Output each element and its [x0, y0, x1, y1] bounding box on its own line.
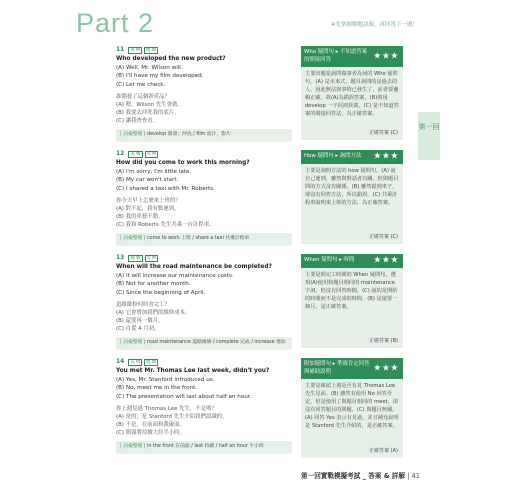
header-note: ※先掌握解題訣竅，再回答下一題！ — [330, 22, 418, 28]
vocab-label: | 詞彙整理 | — [120, 132, 146, 137]
speaker-tag: 美 W — [130, 152, 141, 157]
vocab-label: | 詞彙整理 | — [120, 340, 146, 345]
speaker-tag: 澳 W — [130, 256, 141, 261]
translation-line: 你今天早上怎麼來上班的？ — [116, 198, 181, 204]
card-body: 主要出題是詢問做事者為何的 Who 疑問句，(A) 是未來式，題目詢問的是過去的人，因此無法與事情已發生了，前者要邏輯正確，故(A)為錯誤答案。(B)則用 develop 一字同詞異義，(C) 是不知道答案的間接回答法，為正確答案。 — [305, 71, 399, 117]
vocab-box — [116, 233, 292, 246]
translation — [116, 405, 292, 437]
card-header — [301, 358, 403, 379]
option-c: (C) The presentation will last about half an hour. — [116, 393, 252, 400]
option-c: (C) Since the beginning of April. — [116, 289, 206, 296]
speaker-tag: 英 M — [146, 152, 157, 157]
translation-line: (B) 還要再一個月。 — [116, 318, 164, 324]
question-block — [116, 254, 292, 350]
speaker-tag: 美 M — [146, 256, 157, 261]
difficulty-stars: ★★★ — [373, 151, 399, 161]
card-header — [301, 46, 403, 67]
side-tab-round-1[interactable]: 第一回 — [418, 112, 440, 160]
correct-answer: 正確答案 (C) — [369, 130, 398, 136]
footer-title: 第一回實戰模擬考試 _ 答案 & 詳解 — [301, 472, 405, 480]
translation-line: (A) 是的，是 Stanford 先生介紹我們認識的。 — [116, 414, 228, 420]
translation-line: (B) 不是，在前面和我碰面。 — [116, 422, 185, 428]
question-block — [116, 358, 292, 454]
vocab-label: | 詞彙整理 | — [120, 236, 146, 241]
difficulty-stars: ★★★ — [373, 50, 399, 61]
translation-line: 誰開發了這個新產品？ — [116, 94, 170, 100]
option-b: (B) Not for another month. — [116, 281, 191, 287]
option-a: (A) I'm sorry, I'm little late. — [116, 168, 192, 175]
explanation-card — [301, 358, 403, 458]
speaker-tag: 美 M — [130, 360, 140, 365]
question-prompt: Who developed the new product? — [116, 56, 226, 62]
question-number: 13 — [116, 254, 125, 262]
question-number: 11 — [116, 46, 125, 54]
correct-answer: 正確答案 (C) — [369, 234, 398, 240]
option-b: (B) No, meet me in the front. — [116, 385, 198, 391]
translation-line: (B) 我要去沖洗我的底片。 — [116, 110, 180, 116]
vocab-box — [116, 129, 292, 142]
part-title: Part 2 — [76, 8, 155, 38]
option-c: (C) Let me check. — [116, 81, 166, 88]
translation — [116, 93, 292, 125]
page-footer — [301, 470, 420, 480]
vocab-text: in the front 在前面 / last 持續 / half an hour 半小時 — [147, 444, 264, 449]
option-c: (C) I shared a taxi with Mr. Roberts. — [116, 185, 215, 192]
card-title: 附加疑問句 ▸ 準確肯定回答與補助說明 — [304, 361, 370, 375]
option-b: (B) I'll have my film developed. — [116, 73, 204, 79]
translation-line: (C) 簡報將持續大約半小時。 — [116, 430, 185, 436]
explanation-card — [301, 150, 403, 244]
translation-line: 道路維修何時會完工？ — [116, 302, 170, 308]
speaker-tag: 澳 W — [145, 360, 157, 365]
card-title: How 疑問句 ▸ 詢問方法 — [304, 153, 362, 159]
difficulty-stars: ★★★ — [373, 255, 399, 265]
translation-line: (B) 我的車發不動。 — [116, 214, 164, 220]
translation — [116, 197, 292, 229]
translation-line: 你上週見過 Thomas Lee 先生，不是嗎？ — [116, 406, 217, 412]
vocab-text: develop 開發；沖洗 / film 底片，影片 — [147, 132, 231, 137]
question-number: 14 — [116, 358, 125, 366]
vocab-box — [116, 441, 292, 454]
translation-line: (C) 我和 Roberts 先生共乘一台計程車。 — [116, 222, 215, 228]
translation-line: (C) 讓我查查看。 — [116, 118, 159, 124]
card-title: When 疑問句 ▸ 時間 — [304, 257, 355, 263]
translation-line: (C) 自從 4 月初。 — [116, 326, 160, 332]
question-block — [116, 150, 292, 246]
translation-line: (A) 對不起，我有點遲到。 — [116, 206, 180, 212]
explanation-card — [301, 46, 403, 140]
vocab-text: come to work 上班 / share a taxi 共乘計程車 — [147, 236, 250, 241]
question-number: 12 — [116, 150, 125, 158]
question-prompt: You met Mr. Thomas Lee last week, didn't you? — [116, 368, 270, 374]
translation — [116, 301, 292, 333]
correct-answer: 正確答案 (A) — [369, 448, 398, 454]
question-prompt: How did you come to work this morning? — [116, 160, 250, 166]
difficulty-stars: ★★★ — [373, 362, 399, 373]
translation-line: (A) 嗯，Wilson 先生會做。 — [116, 102, 183, 108]
card-title: Who 疑問句 ▸ 不知道答案的間接回答 — [304, 49, 368, 63]
option-a: (A) Well, Mr. Wilson will. — [116, 64, 183, 71]
speaker-tag: 澳 W — [145, 48, 157, 53]
card-header — [301, 150, 403, 164]
page-number: | 41 — [407, 472, 420, 480]
option-a: (A) Yes, Mr. Stanford introduced us. — [116, 376, 215, 383]
question-prompt: When will the road maintenance be completed? — [116, 264, 272, 270]
explanation-card — [301, 254, 403, 348]
speaker-tag: 英 M — [130, 48, 140, 53]
card-body: 主要是問完工時間的 When 疑問句，選項(A)使用和題目相同的 maintenance 字詞，但沒有回答時間，(C) 說的是開始的時間而不是完成的時間，(B) 是還要一個月，是正確答案。 — [305, 271, 398, 310]
correct-answer: 正確答案 (B) — [369, 338, 398, 344]
card-header — [301, 254, 403, 268]
option-a: (A) It will increase our maintenance costs. — [116, 272, 234, 279]
option-b: (B) My car won't start. — [116, 177, 179, 183]
translation-line: (A) 它會增加我們的維修成本。 — [116, 310, 191, 316]
question-block — [116, 46, 292, 142]
vocab-box — [116, 337, 292, 350]
card-body: 主要是確認上週是否有見 Thomas Lee 先生見面。(B) 雖然有使用 No 回答否定，但是使用了與題目相同的 meet，卻沒有回答題目的問題。(C) 與題目無關。(A) 回答 Yes 表示有見過，並且補充說明是 Stanford 先生介紹的，是正確答案。 — [305, 383, 399, 429]
vocab-label: | 詞彙整理 | — [120, 444, 146, 449]
card-body: 主要是詢問方法的 how 疑問句。(A) 說自己遲到，雖然與對話者有關，但與題目問的方式沒有關係。(B) 雖然提到車子，卻沒有回答方法，所以錯誤。(C) 共乘計程車說明來上班的方法，為正確答案。 — [305, 167, 399, 206]
vocab-text: road maintenance 道路維修 / complete 完成 / increase 增加 — [147, 340, 286, 345]
